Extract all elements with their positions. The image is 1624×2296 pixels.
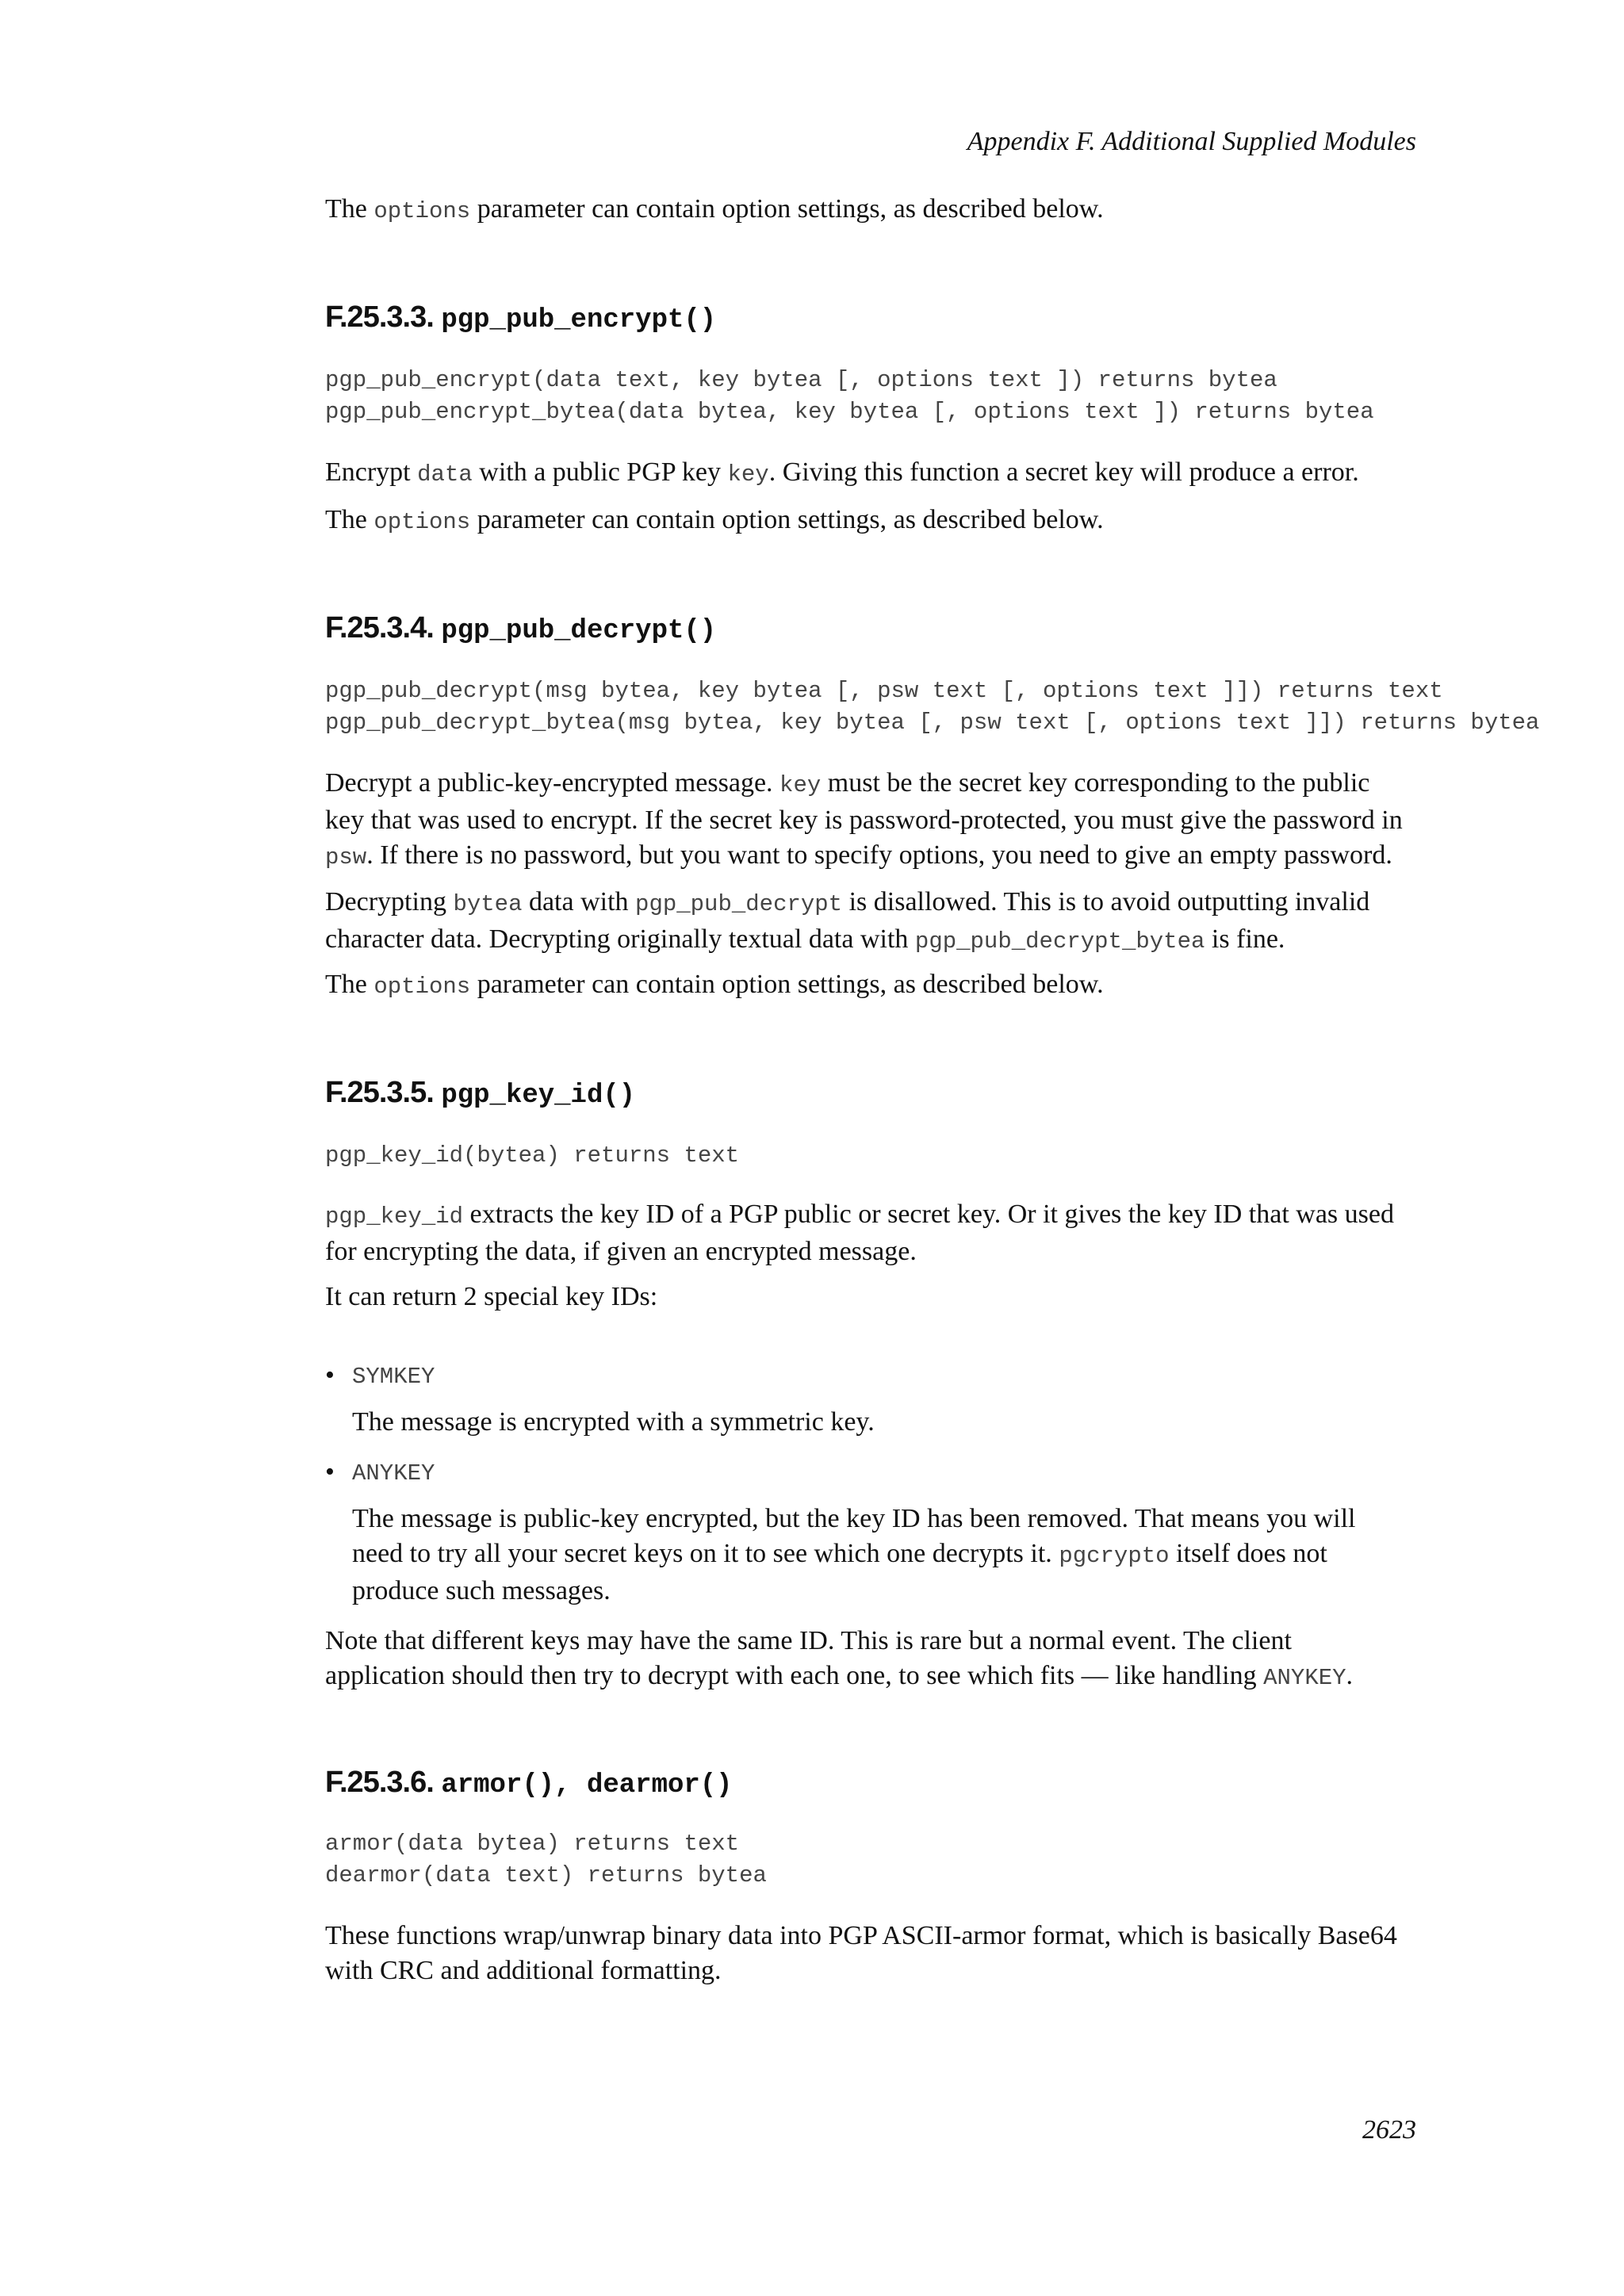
list-item-description: The message is public-key encrypted, but the key ID has been removed. That means you will need to try all your secret keys on it to see which one decrypts it. pgcrypto itself does not produce such messages. (352, 1504, 1356, 1605)
synopsis-pgp-pub-encrypt: pgp_pub_encrypt(data text, key bytea [, options text ]) returns bytea pgp_pub_encrypt_bytea(data bytea, key bytea [, options text ]) returns bytea (325, 367, 1374, 425)
synopsis-armor-dearmor: armor(data bytea) returns text dearmor(data text) returns bytea (325, 1831, 767, 1888)
section-heading-armor-dearmor: F.25.3.6. armor(), dearmor() (325, 1766, 733, 1800)
paragraph: Decrypting bytea data with pgp_pub_decrypt is disallowed. This is to avoid outputting invalid character data. Decrypting originally textual data with pgp_pub_decrypt_bytea is fine. (325, 887, 1370, 955)
bullet: • (325, 1360, 335, 1390)
section-heading-pgp-pub-decrypt: F.25.3.4. pgp_pub_decrypt() (325, 611, 717, 646)
special-key-id-list (325, 1360, 1413, 1614)
section-heading-pgp-key-id: F.25.3.5. pgp_key_id() (325, 1076, 636, 1111)
paragraph: The options parameter can contain option settings, as described below. (325, 505, 1104, 535)
paragraph: Decrypt a public-key-encrypted message. key must be the secret key corresponding to the public key that was used to encrypt. If the secret key is password-protected, you must give the password in psw. If there is no password, but you want to specify options, you need to give an empty password. (325, 768, 1403, 871)
paragraph: It can return 2 special key IDs: (325, 1282, 658, 1311)
section-heading-pgp-pub-encrypt: F.25.3.3. pgp_pub_encrypt() (325, 300, 717, 335)
paragraph: pgp_key_id extracts the key ID of a PGP public or secret key. Or it gives the key ID that was used for encrypting the data, if given an encrypted message. (325, 1200, 1394, 1266)
paragraph: These functions wrap/unwrap binary data into PGP ASCII-armor format, which is basically Base64 with CRC and additional formatting. (325, 1921, 1397, 1985)
list-item-description: The message is encrypted with a symmetric key. (352, 1407, 875, 1437)
list-item-label: ANYKEY (352, 1460, 435, 1487)
running-header: Appendix F. Additional Supplied Modules (967, 127, 1416, 156)
intro-paragraph: The options parameter can contain option settings, as described below. (325, 194, 1104, 224)
bullet: • (325, 1457, 335, 1487)
list-item-label: SYMKEY (352, 1364, 435, 1390)
synopsis-pgp-pub-decrypt: pgp_pub_decrypt(msg bytea, key bytea [, psw text [, options text ]]) returns text pgp_pub_decrypt_bytea(msg bytea, key bytea [, psw text [, options text ]]) returns bytea (325, 678, 1540, 736)
paragraph: Encrypt data with a public PGP key key. Giving this function a secret key will produce a error. (325, 457, 1359, 488)
paragraph: Note that different keys may have the same ID. This is rare but a normal event. The client application should then try to decrypt with each one, to see which fits — like handling ANYKEY. (325, 1626, 1354, 1691)
page-number: 2623 (1362, 2115, 1416, 2145)
synopsis-pgp-key-id: pgp_key_id(bytea) returns text (325, 1142, 740, 1169)
paragraph: The options parameter can contain option settings, as described below. (325, 970, 1104, 1000)
